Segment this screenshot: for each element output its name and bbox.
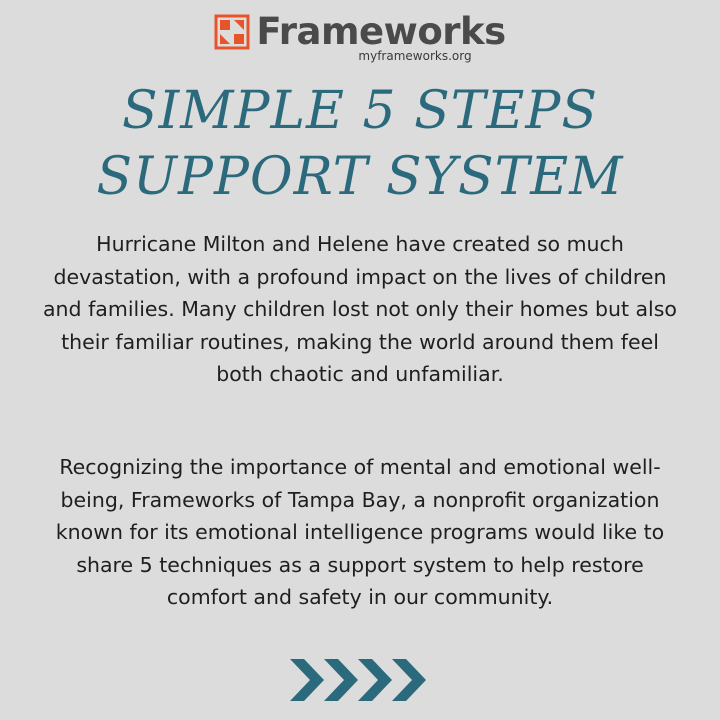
page-title	[0, 78, 720, 210]
mission-paragraph: Recognizing the importance of mental and emotional well-being, Frameworks of Tampa Bay, a nonprofit organization known for its emotional intelligence programs would like to share 5 techniques as a support system to help restore comfort and safety in our community.	[55, 455, 665, 609]
title-line-1: SIMPLE 5 STEPS	[122, 81, 598, 141]
intro-paragraph: Hurricane Milton and Helene have created so much devastation, with a profound impact on the lives of children and families. Many children lost not only their homes but also their familiar routines, making the world around them feel both chaotic and unfamiliar.	[43, 232, 677, 386]
brand-url: myframeworks.org	[358, 49, 472, 63]
brand-name: Frameworks	[256, 10, 506, 53]
title-line-2: SUPPORT SYSTEM	[96, 147, 624, 207]
chevrons-right-icon[interactable]	[286, 655, 434, 705]
logo	[0, 12, 720, 52]
frameworks-logo-icon	[214, 14, 250, 50]
